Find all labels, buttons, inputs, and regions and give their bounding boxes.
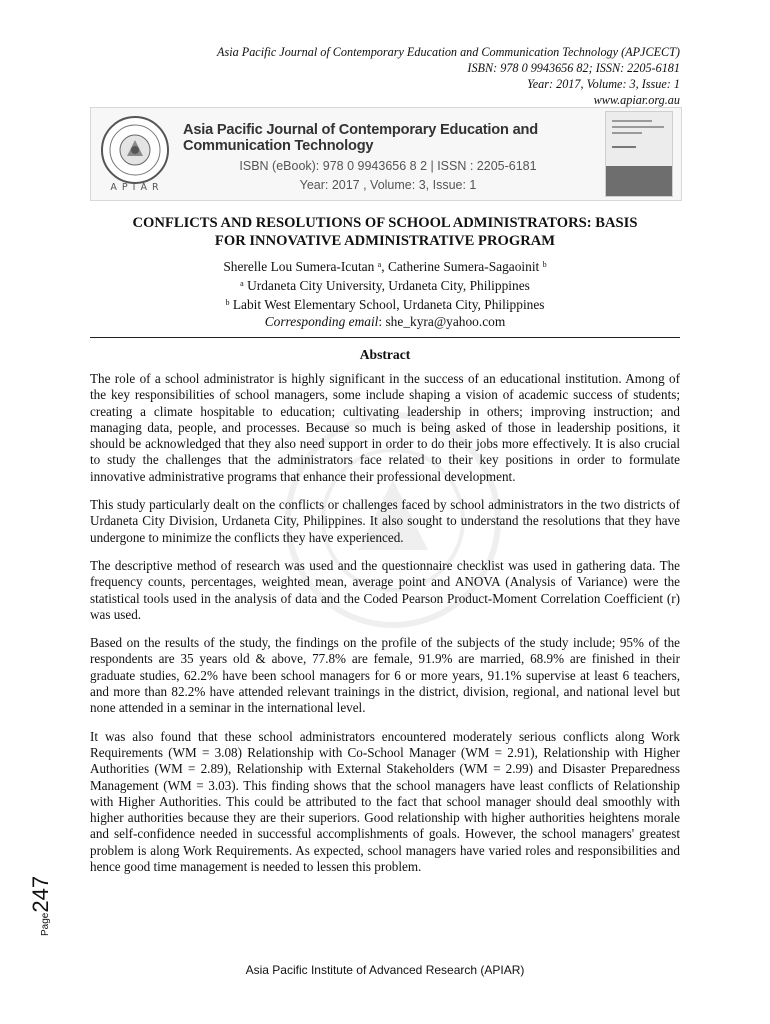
abstract-paragraph-3: The descriptive method of research was used and the questionnaire checklist was used in gathering data. The frequency counts, percentages, weighted mean, average point and ANOVA (Analysis of Variance) were the statistical tools used in the analysis of data and the Coded Pearson Product-Moment Correlation Coefficient (r) was used. <box>90 557 680 622</box>
email-address[interactable]: : she_kyra@yahoo.com <box>378 314 506 329</box>
abstract-heading: Abstract <box>359 347 411 362</box>
affiliation-2-text: Labit West Elementary School, Urdaneta City, Philippines <box>232 297 545 312</box>
author-1: Sherelle Lou Sumera-Icutan <box>223 259 375 274</box>
journal-name-line: Asia Pacific Journal of Contemporary Education and Communication Technology (APJCECT) <box>217 45 680 59</box>
journal-header <box>120 44 680 108</box>
journal-issue-line: Year: 2017, Volume: 3, Issue: 1 <box>527 77 680 91</box>
abstract-paragraph-1: The role of a school administrator is highly significant in the success of an educational institution. Among of the key responsibilities of school managers, some include shaping a vision of academic success of students; creating a climate hospitable to education; cultivating leadership in others; improving instruction; and managing data, people, and processes. Because so much is being asked of those in leadership positions, it should be acknowledged that they also need support in order to do their jobs more effectively. It is also crucial to study the challenges that the administrators face related to their key positions in order to formulate innovative administrative programs that enhance their professional development. <box>90 371 680 484</box>
journal-cover-thumbnail <box>605 111 673 197</box>
abstract-paragraph-5: It was also found that these school administrators encountered moderately serious conflicts along Work Requirements (WM = 3.08) Relationship with Co-School Manager (WM = 2.91), Relationship with Higher Authorities (WM = 2.89), Relationship with External Stakeholders (WM = 2.99) and Disaster Preparedness Management (WM = 3.03). This finding shows that the school managers have least conflicts of Relationship with Higher Authorities. This could be attributed to the fact that school manager should deal smoothly with higher authorities because they are their superiors. Good relationship with higher authorities heightens morale and self-confidence needed in successful accomplishments of goals. However, the school managers' greatest problem is along Work Requirements. As expected, school managers have varied roles and responsibilities and hence good time management is needed to lessen this problem. <box>90 728 680 875</box>
journal-website: www.apiar.org.au <box>593 93 680 107</box>
affiliation-1-mark: a <box>240 279 244 288</box>
affiliation-1 <box>90 275 680 294</box>
page-number-label <box>28 876 54 936</box>
corresponding-email <box>90 313 680 330</box>
author-1-mark: a <box>377 260 382 269</box>
page-word: Page <box>40 912 51 936</box>
seal-label: APIAR <box>110 182 164 193</box>
author-block <box>90 256 680 330</box>
author-line <box>90 256 680 275</box>
abstract-paragraph-2: This study particularly dealt on the conflicts or challenges faced by school administrators in the two districts of Urdaneta City Division, Urdaneta City, Philippines. It also sought to understand the resolutions that they have undergone to minimize the conflicts they have experienced. <box>90 497 680 545</box>
section-divider <box>90 337 680 338</box>
journal-isbn-line: ISBN: 978 0 9943656 82; ISSN: 2205-6181 <box>467 61 680 75</box>
page-number: 247 <box>28 875 53 913</box>
journal-banner <box>90 107 682 201</box>
banner-year: Year: 2017 , Volume: 3, Issue: 1 <box>299 178 477 192</box>
author-2: Catherine Sumera-Sagaoinit <box>387 259 540 274</box>
page-footer: Asia Pacific Institute of Advanced Research (APIAR) <box>245 963 525 977</box>
affiliation-1-text: Urdaneta City University, Urdaneta City, Philippines <box>247 278 530 293</box>
author-separator: , <box>381 259 388 274</box>
paper-title-line-1: CONFLICTS AND RESOLUTIONS OF SCHOOL ADMINISTRATORS: BASIS <box>132 215 638 231</box>
author-2-mark: b <box>542 260 547 269</box>
affiliation-2 <box>90 294 680 313</box>
banner-isbn: ISBN (eBook): 978 0 9943656 8 2 | ISSN : 2205-6181 <box>239 159 537 173</box>
abstract-paragraph-4: Based on the results of the study, the findings on the profile of the subjects of the study include; 95% of the respondents are 35 years old & above, 77.8% are female, 91.9% are married, 68.9% are finished in their graduate studies, 62.2% have been school managers for 6 or more years, 91.1% supervise at least 6 teachers, and more than 82.2% have attended relevant trainings in the district, division, regional, and national level but none attended in a seminar in the international level. <box>90 635 680 716</box>
paper-title-line-2: FOR INNOVATIVE ADMINISTRATIVE PROGRAM <box>214 233 556 249</box>
banner-title: Asia Pacific Journal of Contemporary Education and Communication Technology <box>183 122 538 154</box>
affiliation-2-mark: b <box>225 298 230 307</box>
paper-title <box>90 214 680 250</box>
abstract-body <box>90 371 680 887</box>
banner-text <box>183 122 593 192</box>
email-label: Corresponding email <box>264 314 379 329</box>
